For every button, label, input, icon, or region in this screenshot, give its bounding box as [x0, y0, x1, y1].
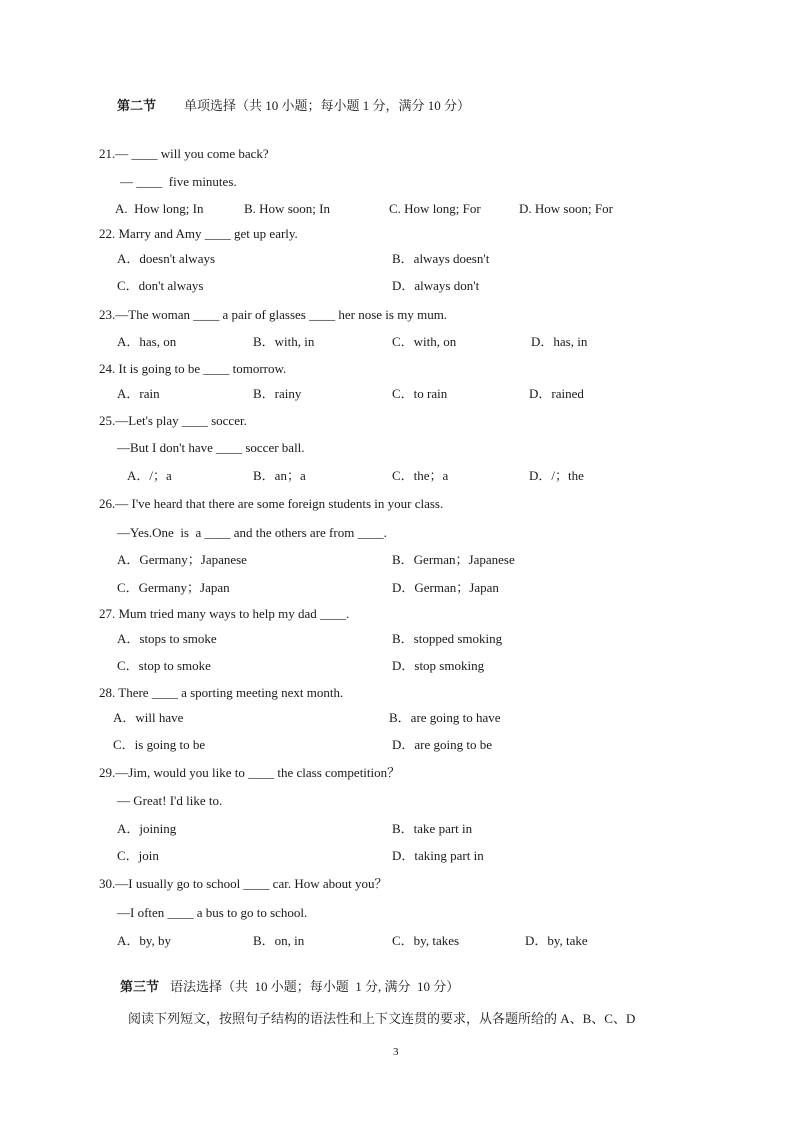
q28-option-c: C．is going to be [113, 737, 206, 752]
q30-option-a: A．by, by [117, 933, 172, 948]
q30-stem: 30.—I usually go to school ____ car. How about you？ [99, 876, 388, 891]
q28-stem: 28. There ____ a sporting meeting next month. [99, 685, 344, 700]
q30-option-c: C．by, takes [392, 933, 460, 948]
q23-option-a: A．has, on [117, 334, 177, 349]
q22-option-c: C．don't always [117, 278, 204, 293]
q30-reply: —I often ____ a bus to go to school. [117, 905, 308, 920]
q22-option-a: A．doesn't always [117, 251, 216, 266]
q29-option-c: C．join [117, 848, 159, 863]
q24-option-b: B．rainy [253, 386, 302, 401]
q26-option-d: D．German；Japan [392, 580, 499, 595]
q25-option-d: D．/；the [529, 468, 584, 483]
q23-option-d: D．has, in [531, 334, 588, 349]
q24-option-c: C．to rain [392, 386, 448, 401]
q28-option-d: D．are going to be [392, 737, 493, 752]
q26-option-a: A．Germany；Japanese [117, 552, 247, 567]
q26-stem: 26.— I've heard that there are some foreign students in your class. [99, 496, 444, 511]
q26-option-b: B．German；Japanese [392, 552, 515, 567]
q29-option-a: A．joining [117, 821, 177, 836]
q21-reply: — ____ five minutes. [120, 174, 237, 189]
q21-stem: 21.— ____ will you come back? [99, 146, 269, 161]
q24-option-a: A．rain [117, 386, 160, 401]
q22-option-d: D．always don't [392, 278, 480, 293]
q22-option-b: B．always doesn't [392, 251, 490, 266]
q30-option-b: B．on, in [253, 933, 305, 948]
section2-label: 第二节 [117, 98, 157, 113]
q27-stem: 27. Mum tried many ways to help my dad ____. [99, 606, 350, 621]
q22-stem: 22. Marry and Amy ____ get up early. [99, 226, 298, 241]
q25-reply: —But I don't have ____ soccer ball. [117, 440, 305, 455]
q29-option-b: B．take part in [392, 821, 473, 836]
q25-option-b: B．an；a [253, 468, 306, 483]
q30-option-d: D．by, take [525, 933, 588, 948]
q26-reply: —Yes.One is a ____ and the others are from ____. [117, 525, 387, 540]
q27-option-c: C．stop to smoke [117, 658, 211, 673]
q25-option-a: A．/；a [127, 468, 172, 483]
section2-title: 单项选择（共 10 小题；每小题 1 分，满分 10 分） [184, 98, 471, 113]
q25-option-c: C．the；a [392, 468, 449, 483]
q27-option-d: D．stop smoking [392, 658, 485, 673]
q21-option-b: B. How soon; In [244, 201, 330, 216]
q21-option-a: A. How long; In [115, 201, 204, 216]
section3-intro: 阅读下列短文，按照句子结构的语法性和上下文连贯的要求，从各题所给的 A、B、C、D [128, 1011, 636, 1026]
q23-option-b: B．with, in [253, 334, 315, 349]
q29-stem: 29.—Jim, would you like to ____ the class competition？ [99, 765, 401, 780]
q21-option-c: C. How long; For [389, 201, 481, 216]
q24-stem: 24. It is going to be ____ tomorrow. [99, 361, 287, 376]
q25-stem: 25.—Let's play ____ soccer. [99, 413, 247, 428]
q29-option-d: D．taking part in [392, 848, 484, 863]
section3-title: 语法选择（共 10 小题；每小题 1 分, 满分 10 分） [170, 979, 460, 994]
q27-option-a: A．stops to smoke [117, 631, 217, 646]
q28-option-a: A．will have [113, 710, 184, 725]
q27-option-b: B．stopped smoking [392, 631, 503, 646]
q21-option-d: D. How soon; For [519, 201, 613, 216]
q28-option-b: B．are going to have [389, 710, 501, 725]
section3-label: 第三节 [120, 979, 160, 994]
q24-option-d: D．rained [529, 386, 584, 401]
q23-stem: 23.—The woman ____ a pair of glasses ____ her nose is my mum. [99, 307, 448, 322]
q26-option-c: C．Germany；Japan [117, 580, 230, 595]
q29-reply: — Great! I'd like to. [117, 793, 223, 808]
page-number: 3 [393, 1046, 399, 1058]
q23-option-c: C．with, on [392, 334, 457, 349]
